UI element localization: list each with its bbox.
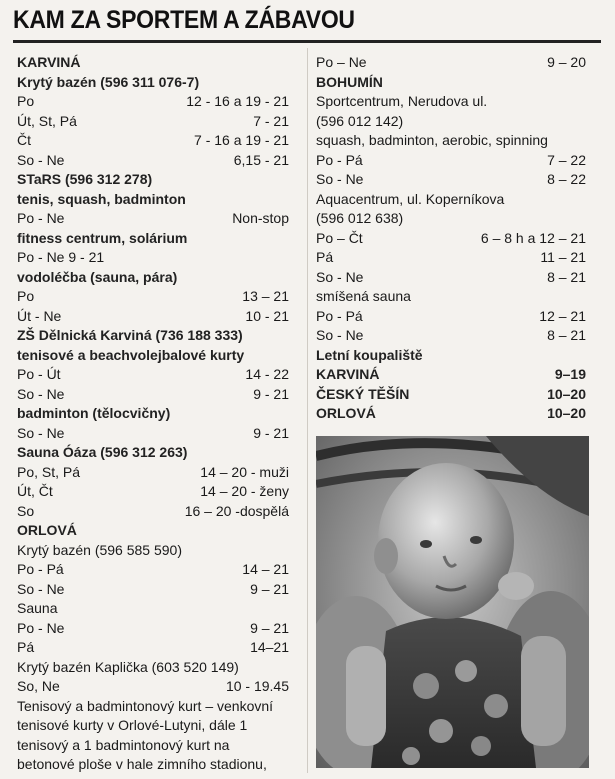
hours-value: 9 - 21 bbox=[253, 424, 289, 441]
venue-subheading: badminton (tělocvičny) bbox=[17, 405, 171, 421]
day-label: Po - Pá bbox=[17, 561, 64, 577]
day-label: So - Ne bbox=[17, 151, 65, 168]
schedule-line: Po - Ne 9 - 21 bbox=[17, 249, 105, 265]
schedule-row bbox=[17, 307, 289, 327]
schedule-row bbox=[17, 560, 289, 580]
schedule-row bbox=[17, 131, 289, 151]
venue-heading: Sportcentrum, Nerudova ul. bbox=[316, 93, 488, 109]
schedule-row bbox=[17, 463, 289, 483]
schedule-row bbox=[17, 638, 289, 658]
hours-value: 9 – 21 bbox=[250, 619, 289, 636]
section-heading-letni: Letní koupaliště bbox=[316, 346, 423, 363]
hours-value: 10 - 19.45 bbox=[225, 678, 289, 694]
hours-value: 6 – 8 h a 12 – 21 bbox=[480, 229, 586, 246]
hours-value: 12 – 21 bbox=[539, 307, 586, 324]
schedule-row bbox=[17, 385, 289, 405]
left-column bbox=[17, 53, 289, 775]
schedule-row bbox=[316, 229, 586, 249]
section-heading-karvina: KARVINÁ bbox=[17, 54, 81, 70]
venue-heading: Krytý bazén (596 311 076-7) bbox=[17, 73, 200, 90]
day-label: Po bbox=[17, 288, 35, 304]
courts-paragraph: Tenisový a badmintonový kurt – venkovní tenisové kurty v Orlové-Lutyni, dále 1 tenisový a 1 badmintonový kurt na betonové ploše v hale zimního stadionu, bbox=[17, 697, 274, 772]
venue-subheading: squash, badminton, aerobic, spinning bbox=[316, 132, 548, 148]
schedule-row bbox=[316, 248, 586, 268]
venue-heading: Sauna Óáza (596 312 263) bbox=[17, 444, 188, 460]
schedule-row bbox=[316, 385, 586, 405]
schedule-row bbox=[316, 326, 586, 346]
hours-value: 7 - 16 a 19 - 21 bbox=[194, 132, 289, 148]
town-label: ČESKÝ TĚŠÍN bbox=[316, 385, 410, 402]
day-label: Út, St, Pá bbox=[17, 112, 77, 129]
column-divider bbox=[307, 48, 308, 773]
hours-value: 11 – 21 bbox=[540, 249, 586, 265]
hours-value: 14 – 20 - muži bbox=[200, 463, 289, 480]
day-label: So bbox=[17, 502, 35, 519]
venue-subheading: smíšená sauna bbox=[316, 288, 411, 304]
hours-value: 10–20 bbox=[547, 405, 586, 421]
hours-value: 9–19 bbox=[554, 366, 586, 382]
schedule-row bbox=[17, 482, 289, 502]
child-photo bbox=[316, 436, 589, 768]
day-label: So, Ne bbox=[17, 678, 60, 694]
schedule-row bbox=[17, 287, 289, 307]
day-label: So - Ne bbox=[17, 385, 65, 402]
venue-heading: Aquacentrum, ul. Koperníkova bbox=[316, 190, 505, 207]
schedule-row bbox=[316, 404, 586, 424]
schedule-row bbox=[316, 268, 586, 288]
day-label: Po – Ne bbox=[316, 54, 367, 70]
venue-heading: ZŠ Dělnická Karviná (736 188 333) tenisové a beachvolejbalové kurty bbox=[17, 327, 245, 363]
hours-value: 10–20 bbox=[547, 385, 586, 402]
hours-value: Non-stop bbox=[232, 210, 289, 226]
schedule-row bbox=[17, 502, 289, 522]
schedule-row bbox=[17, 112, 289, 132]
venue-heading: Krytý bazén Kaplička (603 520 149) bbox=[17, 658, 239, 675]
schedule-row bbox=[316, 151, 586, 171]
venue-subheading: fitness centrum, solárium bbox=[17, 229, 188, 246]
hours-value: 14 – 20 - ženy bbox=[200, 483, 289, 499]
hours-value: 14–21 bbox=[250, 639, 289, 655]
schedule-row bbox=[17, 209, 289, 229]
venue-heading: STaRS (596 312 278) bbox=[17, 171, 153, 187]
child-photo-image bbox=[316, 436, 589, 768]
town-label: ORLOVÁ bbox=[316, 405, 376, 421]
hours-value: 10 - 21 bbox=[245, 307, 289, 324]
schedule-row bbox=[17, 365, 289, 385]
day-label: Út, Čt bbox=[17, 483, 53, 499]
section-heading-orlova: ORLOVÁ bbox=[17, 522, 77, 538]
day-label: Pá bbox=[316, 249, 334, 265]
page-title: KAM ZA SPORTEM A ZÁBAVOU bbox=[13, 6, 355, 34]
hours-value: 9 – 20 bbox=[547, 54, 586, 70]
schedule-row bbox=[316, 365, 586, 385]
town-label: KARVINÁ bbox=[316, 366, 380, 382]
day-label: Po - Pá bbox=[316, 307, 363, 324]
hours-value: 8 – 21 bbox=[547, 268, 586, 285]
day-label: Po – Čt bbox=[316, 229, 363, 246]
hours-value: 8 – 22 bbox=[547, 171, 586, 187]
venue-heading: Krytý bazén (596 585 590) bbox=[17, 541, 182, 558]
hours-value: 14 – 21 bbox=[242, 561, 289, 577]
hours-value: 9 – 21 bbox=[250, 580, 289, 597]
schedule-row bbox=[316, 307, 586, 327]
schedule-row bbox=[17, 677, 289, 697]
day-label: Po - Út bbox=[17, 366, 61, 382]
schedule-row bbox=[17, 151, 289, 171]
section-heading-bohumin: BOHUMÍN bbox=[316, 73, 383, 90]
schedule-row bbox=[17, 580, 289, 600]
venue-phone: (596 012 142) bbox=[316, 112, 404, 129]
schedule-row bbox=[17, 92, 289, 112]
venue-subheading: vodoléčba (sauna, pára) bbox=[17, 268, 178, 285]
venue-subheading: Sauna bbox=[17, 600, 58, 616]
day-label: Pá bbox=[17, 639, 35, 655]
hours-value: 7 - 21 bbox=[253, 112, 289, 129]
day-label: So - Ne bbox=[17, 424, 65, 441]
hours-value: 6,15 - 21 bbox=[233, 151, 289, 168]
day-label: Po - Pá bbox=[316, 151, 363, 168]
hours-value: 9 - 21 bbox=[253, 385, 289, 402]
day-label: So - Ne bbox=[17, 580, 65, 597]
schedule-row bbox=[17, 424, 289, 444]
title-rule bbox=[13, 40, 601, 43]
schedule-row bbox=[17, 619, 289, 639]
hours-value: 7 – 22 bbox=[547, 151, 586, 168]
hours-value: 13 – 21 bbox=[242, 288, 289, 304]
hours-value: 14 - 22 bbox=[245, 366, 289, 382]
right-column bbox=[316, 53, 586, 424]
hours-value: 16 – 20 -dospělá bbox=[184, 502, 289, 519]
venue-phone: (596 012 638) bbox=[316, 210, 404, 226]
schedule-row bbox=[316, 53, 586, 73]
day-label: Čt bbox=[17, 132, 31, 148]
day-label: So - Ne bbox=[316, 268, 364, 285]
day-label: So - Ne bbox=[316, 327, 364, 343]
day-label: Po bbox=[17, 93, 35, 109]
schedule-row bbox=[316, 170, 586, 190]
day-label: Po - Ne bbox=[17, 619, 65, 636]
day-label: Po, St, Pá bbox=[17, 463, 81, 480]
day-label: Út - Ne bbox=[17, 307, 62, 324]
venue-subheading: tenis, squash, badminton bbox=[17, 190, 186, 207]
hours-value: 8 – 21 bbox=[547, 327, 586, 343]
day-label: So - Ne bbox=[316, 171, 364, 187]
day-label: Po - Ne bbox=[17, 210, 65, 226]
hours-value: 12 - 16 a 19 - 21 bbox=[186, 93, 289, 109]
